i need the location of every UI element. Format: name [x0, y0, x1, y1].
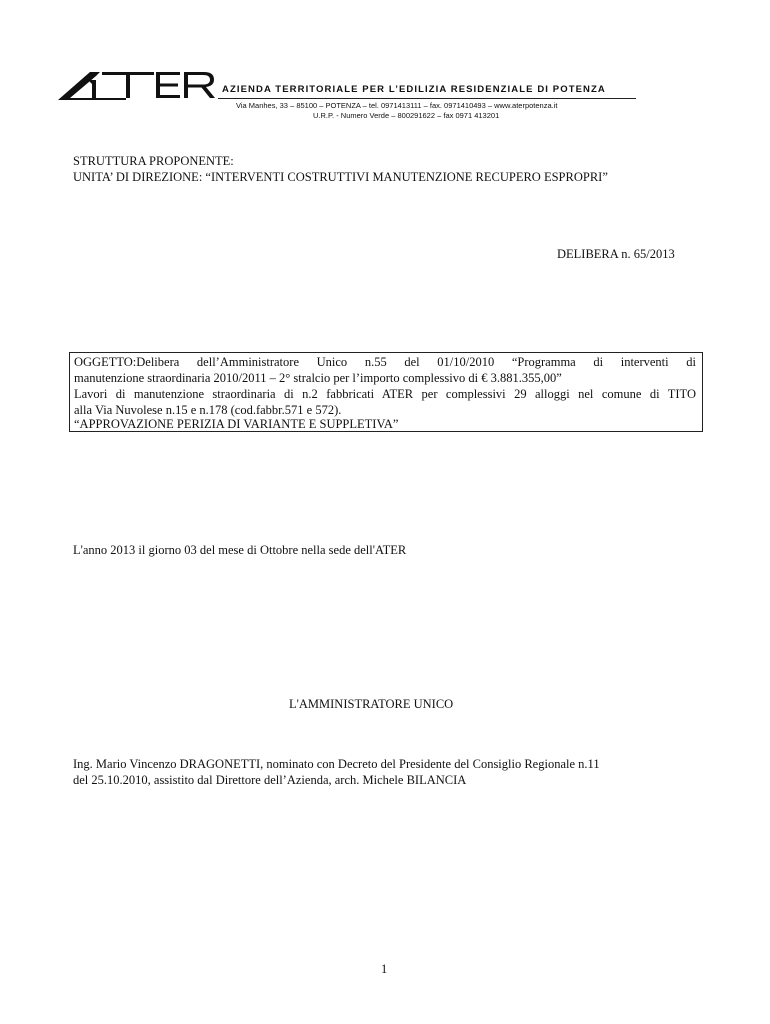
organization-contact: U.R.P. - Numero Verde – 800291622 – fax 0971 413201 — [313, 111, 500, 120]
page-number: 1 — [381, 962, 388, 976]
section-heading: L'AMMINISTRATORE UNICO — [289, 697, 454, 711]
structure-label: STRUTTURA PROPONENTE: — [73, 154, 234, 168]
organization-name: AZIENDA TERRITORIALE PER L’EDILIZIA RESIDENZIALE DI POTENZA — [222, 84, 606, 95]
oggetto-line-5: “APPROVAZIONE PERIZIA DI VARIANTE E SUPPLETIVA” — [74, 417, 399, 431]
oggetto-line-2: manutenzione straordinaria 2010/2011 – 2° stralcio per l’importo complessivo di € 3.881.355,00” — [74, 371, 562, 385]
letterhead-divider — [218, 98, 636, 99]
oggetto-line-4: alla Via Nuvolese n.15 e n.178 (cod.fabbr.571 e 572). — [74, 403, 342, 417]
oggetto-line-3: Lavori di manutenzione straordinaria di n.2 fabbricati ATER per complessivi 29 alloggi nel comune di TITO — [74, 387, 696, 401]
ater-logo — [56, 68, 216, 102]
body-line-2: del 25.10.2010, assistito dal Direttore dell’Azienda, arch. Michele BILANCIA — [73, 773, 467, 787]
oggetto-line-1: OGGETTO:Delibera dell’Amministratore Unico n.55 del 01/10/2010 “Programma di interventi di — [74, 355, 696, 369]
structure-unit: UNITA’ DI DIREZIONE: “INTERVENTI COSTRUTTIVI MANUTENZIONE RECUPERO ESPROPRI” — [73, 170, 608, 184]
body-line-1: Ing. Mario Vincenzo DRAGONETTI, nominato con Decreto del Presidente del Consiglio Regionale n.11 — [73, 757, 600, 771]
oggetto-box — [69, 352, 703, 432]
date-statement: L'anno 2013 il giorno 03 del mese di Ottobre nella sede dell'ATER — [73, 543, 407, 557]
delibera-number: DELIBERA n. 65/2013 — [557, 247, 675, 261]
organization-address: Via Manhes, 33 – 85100 – POTENZA – tel. 0971413111 – fax. 0971410493 – www.aterpotenza.it — [236, 101, 558, 110]
